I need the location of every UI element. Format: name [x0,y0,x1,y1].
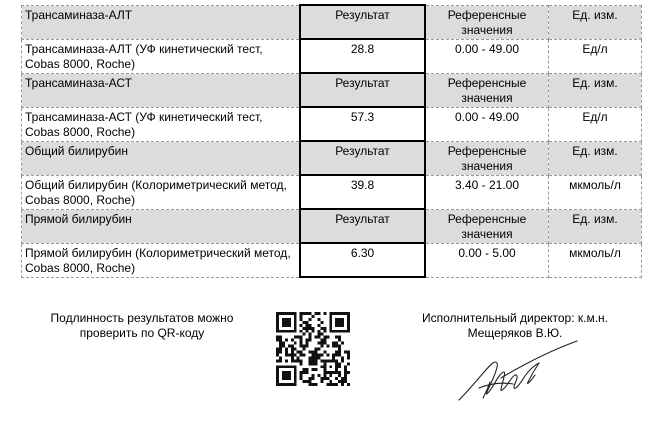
unit-column-header: Ед. изм. [549,209,642,243]
result-column-header: Результат [300,209,425,243]
director-title: Исполнительный директор: к.м.н. [422,311,608,325]
qr-code-icon[interactable] [276,312,350,386]
test-unit: мкмоль/л [549,175,642,209]
test-reference-range: 0.00 - 49.00 [425,39,549,73]
test-unit: мкмоль/л [549,243,642,277]
test-reference-range: 0.00 - 5.00 [425,243,549,277]
table-row [22,243,642,277]
test-group-name: Трансаминаза-АЛТ [22,5,301,39]
reference-column-header: Референсные значения [425,209,549,243]
test-result: 6.30 [300,243,425,277]
result-column-header: Результат [300,5,425,39]
test-result: 57.3 [300,107,425,141]
director-signature-block [404,311,626,341]
test-name: Трансаминаза-АСТ (УФ кинетический тест, Cobas 8000, Roche) [22,107,301,141]
reference-column-header: Референсные значения [425,5,549,39]
table-header-row [22,141,642,175]
test-unit: Ед/л [549,107,642,141]
unit-column-header: Ед. изм. [549,73,642,107]
director-name: Мещеряков В.Ю. [467,326,563,340]
unit-column-header: Ед. изм. [549,141,642,175]
signature-icon [455,338,580,406]
test-group-name: Прямой билирубин [22,209,301,243]
reference-column-header: Референсные значения [425,141,549,175]
test-name: Прямой билирубин (Колориметрический метод, Cobas 8000, Roche) [22,243,301,277]
table-header-row [22,5,642,39]
test-group-name: Общий билирубин [22,141,301,175]
table-header-row [22,73,642,107]
test-name: Общий билирубин (Колориметрический метод, Cobas 8000, Roche) [22,175,301,209]
test-unit: Ед/л [549,39,642,73]
test-group-name: Трансаминаза-АСТ [22,73,301,107]
unit-column-header: Ед. изм. [549,5,642,39]
test-result: 39.8 [300,175,425,209]
results-table [21,4,642,278]
table-row [22,39,642,73]
qr-verification-note: Подлинность результатов можно проверить по QR-коду [50,311,234,340]
table-row [22,175,642,209]
reference-column-header: Референсные значения [425,73,549,107]
test-reference-range: 3.40 - 21.00 [425,175,549,209]
table-header-row [22,209,642,243]
test-result: 28.8 [300,39,425,73]
test-reference-range: 0.00 - 49.00 [425,107,549,141]
result-column-header: Результат [300,141,425,175]
result-column-header: Результат [300,73,425,107]
test-name: Трансаминаза-АЛТ (УФ кинетический тест, Cobas 8000, Roche) [22,39,301,73]
table-row [22,107,642,141]
